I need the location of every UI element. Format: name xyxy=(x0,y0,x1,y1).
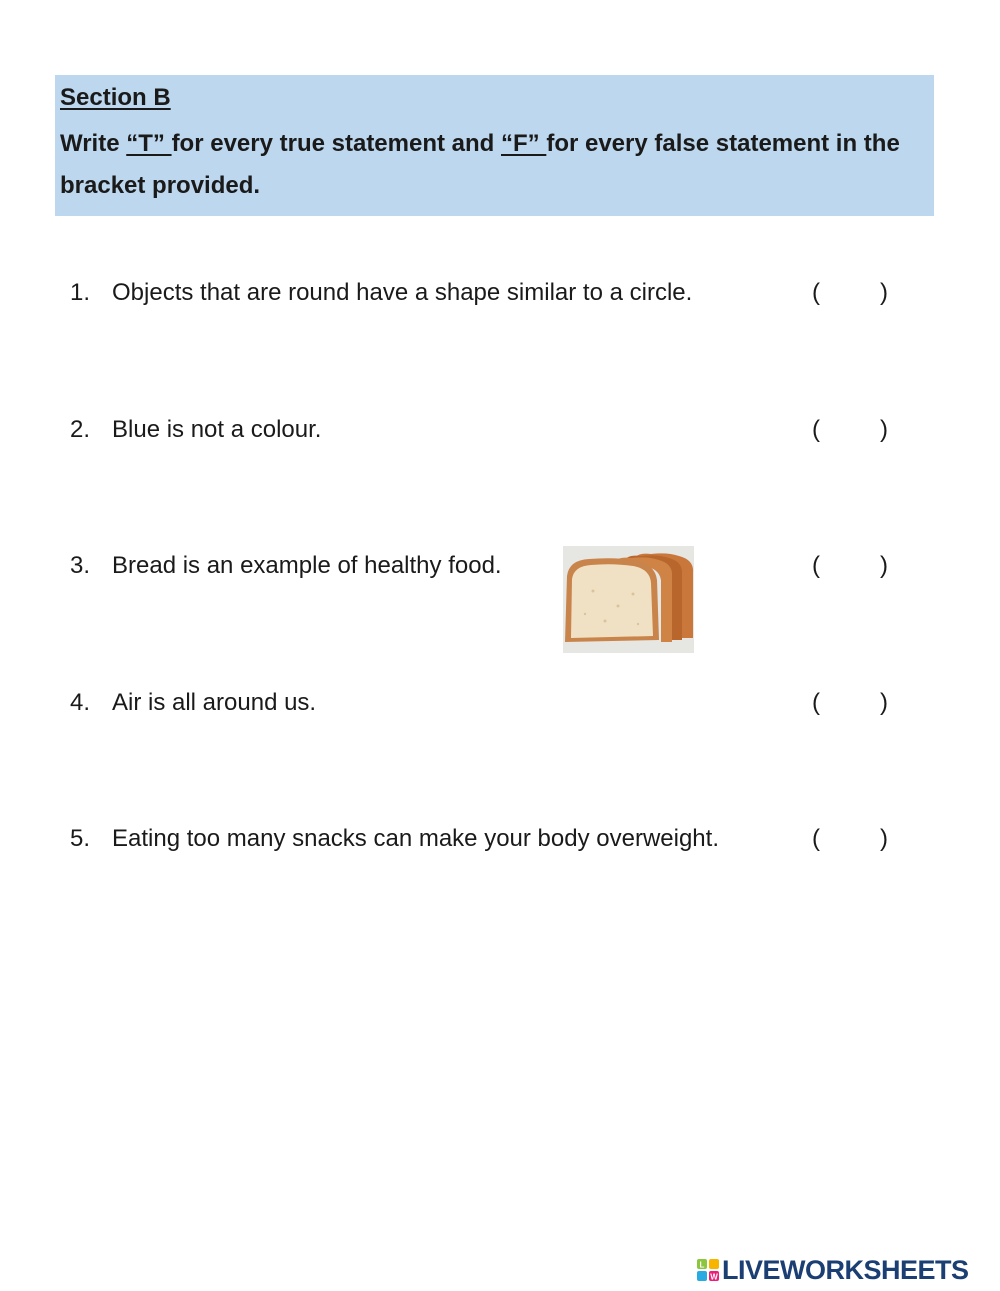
bracket-close: ) xyxy=(880,416,888,443)
question-text: Eating too many snacks can make your body overweight. xyxy=(112,825,719,852)
question-number: 5. xyxy=(70,825,91,852)
question-3 xyxy=(70,551,900,581)
instructions xyxy=(60,123,930,207)
bracket-open: ( xyxy=(812,689,820,716)
logo-text: LIVEWORKSHEETS xyxy=(722,1254,969,1285)
bread-image xyxy=(563,546,694,653)
section-header xyxy=(55,75,934,216)
true-mark: “T” xyxy=(126,130,172,157)
question-text: Objects that are round have a shape similar to a circle. xyxy=(112,279,693,306)
false-mark: “F” xyxy=(501,130,547,157)
bracket-close: ) xyxy=(880,552,888,579)
bracket-open: ( xyxy=(812,825,820,852)
bracket-open: ( xyxy=(812,552,820,579)
bracket-open: ( xyxy=(812,416,820,443)
question-number: 1. xyxy=(70,279,91,306)
bracket-close: ) xyxy=(880,689,888,716)
instruction-text-1: Write xyxy=(60,130,127,157)
answer-field[interactable] xyxy=(830,278,878,308)
question-4 xyxy=(70,688,900,718)
liveworksheets-logo[interactable] xyxy=(697,1256,969,1284)
answer-field[interactable] xyxy=(830,551,878,581)
question-1 xyxy=(70,278,900,308)
question-2 xyxy=(70,415,900,445)
svg-text:L: L xyxy=(699,1260,705,1270)
question-number: 3. xyxy=(70,552,91,579)
question-text: Bread is an example of healthy food. xyxy=(112,552,502,579)
logo-mark-icon xyxy=(697,1259,719,1281)
answer-field[interactable] xyxy=(830,824,878,854)
question-5 xyxy=(70,824,900,854)
question-number: 2. xyxy=(70,416,91,443)
bracket-open: ( xyxy=(812,279,820,306)
bread-icon xyxy=(563,546,694,653)
question-text: Blue is not a colour. xyxy=(112,416,322,443)
instruction-text-3: for every false statement in the bracket provided. xyxy=(60,130,900,199)
question-text: Air is all around us. xyxy=(112,689,317,716)
bracket-close: ) xyxy=(880,825,888,852)
bracket-close: ) xyxy=(880,279,888,306)
instruction-text-2: for every true statement and xyxy=(171,130,501,157)
svg-text:W: W xyxy=(710,1272,718,1281)
answer-field[interactable] xyxy=(830,688,878,718)
answer-field[interactable] xyxy=(830,415,878,445)
question-number: 4. xyxy=(70,689,91,716)
section-title: Section B xyxy=(60,84,171,111)
